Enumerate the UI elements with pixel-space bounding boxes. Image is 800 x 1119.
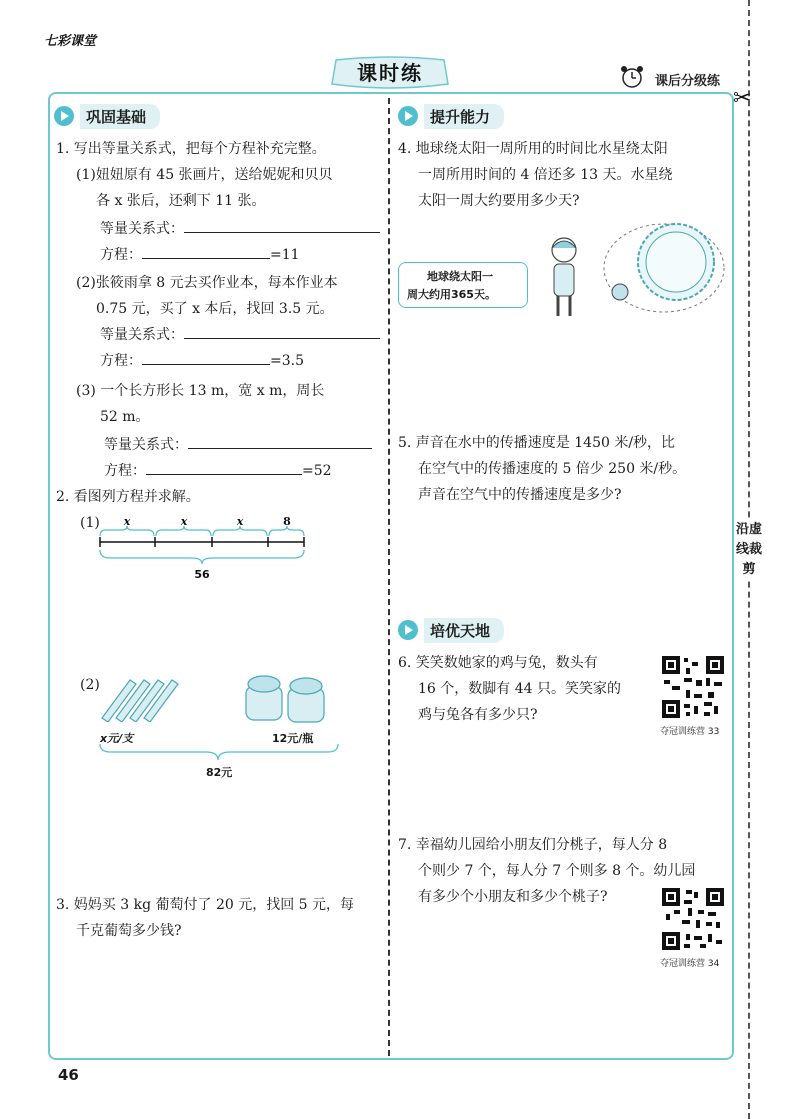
page-number: 46 — [58, 1066, 79, 1084]
q7-line2: 个则少 7 个，每人分 7 个则多 8 个。幼儿园 — [418, 863, 696, 879]
equation-blank[interactable] — [142, 242, 270, 259]
qr-code-icon[interactable] — [660, 886, 726, 952]
qr-code-icon[interactable] — [660, 654, 726, 720]
q3-line2: 千克葡萄多少钱? — [76, 923, 182, 939]
q7-line1: 7. 幸福幼儿园给小朋友们分桃子，每人分 8 — [398, 837, 668, 853]
section-improve — [398, 104, 504, 128]
section-advanced — [398, 618, 504, 642]
equation-blank[interactable] — [146, 458, 302, 475]
segment-label-x2: x — [180, 515, 188, 528]
segment-diagram — [96, 512, 310, 582]
cut-instruction: 沿虚线裁剪 — [736, 520, 762, 580]
q2-d2-label: (2) — [80, 677, 100, 693]
pens-icon — [98, 672, 188, 722]
q6-line2: 16 个，数脚有 44 只。笑笑家的 — [418, 681, 621, 697]
q5-line3: 声音在空气中的传播速度是多少? — [418, 487, 622, 503]
relation-blank[interactable] — [184, 322, 380, 339]
q3-line1: 3. 妈妈买 3 kg 葡萄付了 20 元，找回 5 元，每 — [56, 897, 355, 913]
total-brace — [96, 742, 346, 762]
q1-p3-relation: 等量关系式： — [104, 432, 372, 458]
page-title-banner — [330, 56, 450, 90]
section-basic-label: 巩固基础 — [80, 104, 160, 129]
q6-line1: 6. 笑笑数她家的鸡与兔，数头有 — [398, 655, 598, 671]
scissors-icon: ✂ — [733, 86, 752, 111]
q1-p2-line1: (2)张筱雨拿 8 元去买作业本，每本作业本 — [76, 275, 338, 291]
play-icon — [398, 106, 418, 126]
section-improve-label: 提升能力 — [424, 104, 504, 129]
q1-p1-equation: 方程： =11 — [100, 242, 300, 268]
speech-line2: 周大约用365天。 — [407, 288, 496, 301]
segment-label-x1: x — [123, 515, 131, 528]
q1-p2-relation: 等量关系式： — [100, 322, 380, 348]
alarm-clock-icon — [617, 64, 647, 90]
speech-line1: 地球绕太阳一 — [427, 270, 493, 283]
q1-p3-equation: 方程： =52 — [104, 458, 332, 484]
q1-p2-equation: 方程： =3.5 — [100, 348, 304, 374]
column-divider — [388, 98, 390, 1056]
equation-blank[interactable] — [142, 348, 270, 365]
q7-line3: 有多少个小朋友和多少个桃子? — [418, 889, 608, 905]
relation-blank[interactable] — [184, 216, 380, 233]
q1-p1-line2: 各 x 张后，还剩下 11 张。 — [96, 193, 266, 209]
q4-line3: 太阳一周大约要用多少天? — [418, 193, 580, 209]
jars-icon — [242, 672, 332, 726]
qr-label: 夺冠训练营 33 — [660, 727, 720, 737]
play-icon — [54, 106, 74, 126]
grade-label: 课后分级练 — [655, 74, 721, 89]
page-title: 课时练 — [357, 61, 423, 85]
pen-price: x元/支 — [100, 732, 134, 745]
segment-label-x3: x — [236, 515, 244, 528]
q5-line2: 在空气中的传播速度的 5 倍少 250 米/秒。 — [418, 461, 687, 477]
q4-line1: 4. 地球绕太阳一周所用的时间比水星绕太阳 — [398, 141, 668, 157]
q2-d1-label: (1) — [80, 515, 100, 531]
q5-line1: 5. 声音在水中的传播速度是 1450 米/秒，比 — [398, 435, 676, 451]
brand-logo: 七彩课堂 — [44, 34, 97, 49]
q1-p3-line2: 52 m。 — [100, 409, 150, 425]
sun-earth-icon — [598, 214, 728, 318]
q1-p2-line2: 0.75 元，买了 x 本后，找回 3.5 元。 — [96, 301, 334, 317]
qr-label: 夺冠训练营 34 — [660, 959, 720, 969]
q6-line3: 鸡与兔各有多少只? — [418, 707, 538, 723]
q1-p3-line1: (3) 一个长方形长 13 m，宽 x m，周长 — [76, 383, 325, 399]
section-advanced-label: 培优天地 — [424, 618, 504, 643]
q4-line2: 一周所用时间的 4 倍还多 13 天。水星绕 — [418, 167, 673, 183]
girl-icon — [540, 232, 590, 320]
segment-label-8: 8 — [283, 515, 291, 528]
jar-price: 12元/瓶 — [272, 732, 314, 745]
relation-blank[interactable] — [188, 432, 372, 449]
q1-stem: 1. 写出等量关系式，把每个方程补充完整。 — [56, 141, 326, 157]
q1-p1-line1: (1)妞妞原有 45 张画片，送给妮妮和贝贝 — [76, 167, 333, 183]
total-price: 82元 — [206, 766, 233, 779]
play-icon — [398, 620, 418, 640]
q1-p1-relation: 等量关系式： — [100, 216, 380, 242]
speech-bubble — [398, 262, 528, 308]
segment-total: 56 — [194, 568, 210, 581]
section-basic — [54, 104, 160, 128]
q2-stem: 2. 看图列方程并求解。 — [56, 489, 200, 505]
